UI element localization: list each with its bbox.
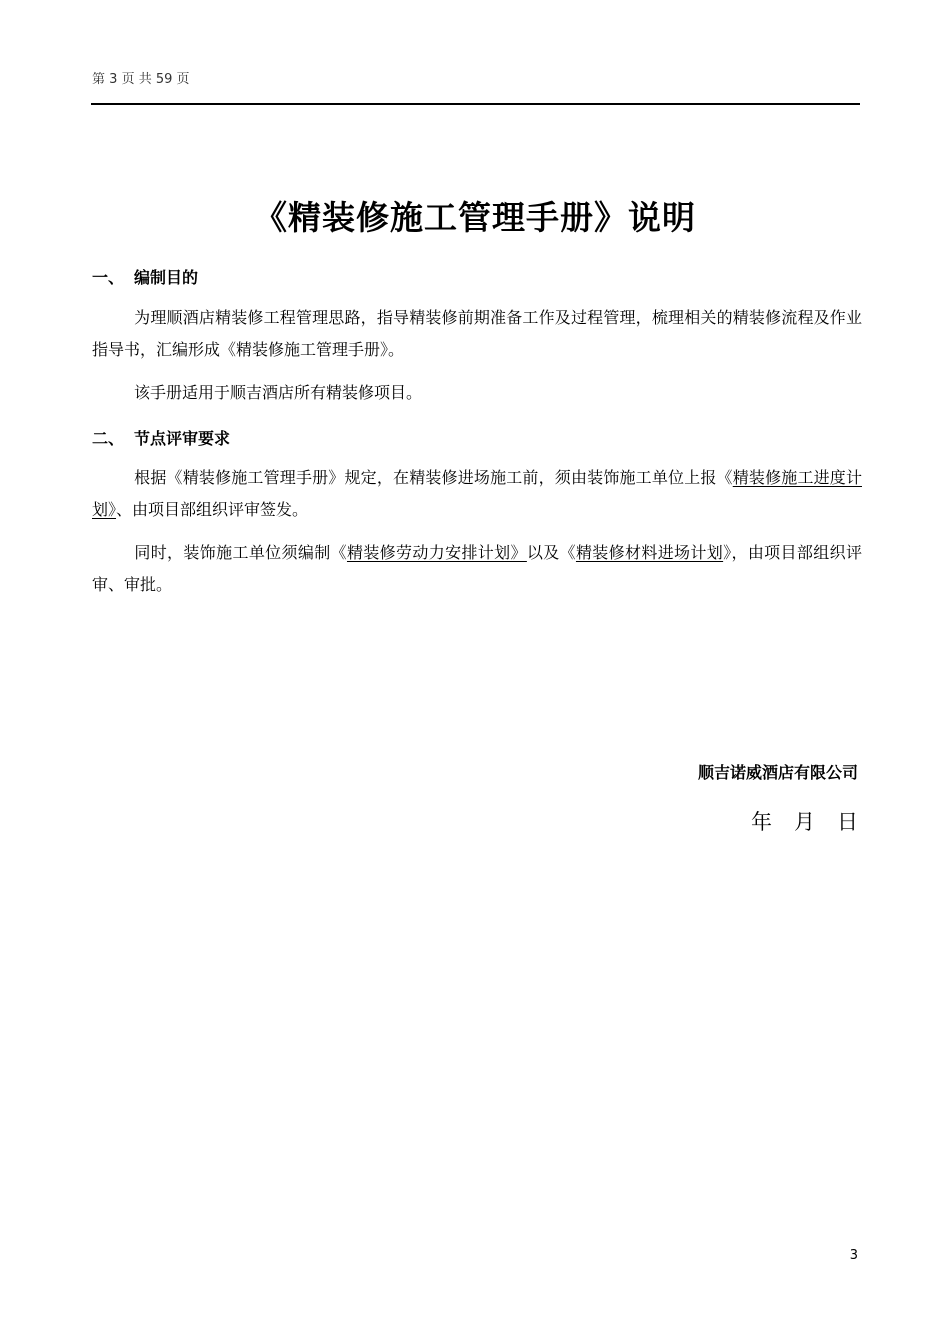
header-page-mid: 页 共 xyxy=(121,72,152,87)
section-heading-review xyxy=(92,426,230,449)
paragraph-text: 根据《精装修施工管理手册》规定，在精装修进场施工前，须由装饰施工单位上报《 xyxy=(134,468,733,487)
paragraph-purpose xyxy=(92,302,862,366)
paragraph-text: 》，由项目部组织评审、审批。 xyxy=(92,543,862,594)
header-page-prefix: 第 xyxy=(92,72,106,87)
paragraph-text: 为理顺酒店精装修工程管理思路，指导精装修前期准备工作及过程管理，梳理相关的精装修流程及作业指导书，汇编形成《精装修施工管理手册》。 xyxy=(92,308,862,359)
labor-plan-reference: 精装修劳动力安排计划》 xyxy=(346,543,527,562)
paragraph-review-plans xyxy=(92,537,862,601)
paragraph-text: 、由项目部组织评审签发。 xyxy=(116,500,309,519)
date-day: 日 xyxy=(837,810,858,834)
date-month: 月 xyxy=(794,810,815,834)
paragraph-review-schedule xyxy=(92,462,862,526)
paragraph-text: 以及《 xyxy=(526,543,576,562)
section-number: 一、 xyxy=(92,268,125,287)
paragraph-text: 该手册适用于顺吉酒店所有精装修项目。 xyxy=(134,383,423,402)
header-current-page: 3 xyxy=(109,72,118,87)
header-total-pages: 59 xyxy=(155,72,173,87)
section-title: 节点评审要求 xyxy=(134,429,231,448)
section-heading-purpose xyxy=(92,265,198,288)
header-divider xyxy=(91,103,860,105)
material-plan-reference: 精装修材料进场计划 xyxy=(575,543,724,562)
header-page-suffix: 页 xyxy=(176,72,190,87)
page-number: 3 xyxy=(849,1248,858,1263)
paragraph-text: 同时，装饰施工单位须编制《 xyxy=(134,543,347,562)
date-year: 年 xyxy=(751,810,772,834)
paragraph-scope xyxy=(92,377,862,409)
section-number: 二、 xyxy=(92,429,125,448)
document-title: 《精装修施工管理手册》说明 xyxy=(254,198,696,237)
company-name: 顺吉诺威酒店有限公司 xyxy=(697,763,858,782)
section-title: 编制目的 xyxy=(134,268,199,287)
schedule-plan-reference: 精装修施工进度计划》 xyxy=(92,468,862,519)
page-header xyxy=(92,68,190,87)
date-line xyxy=(751,806,858,836)
